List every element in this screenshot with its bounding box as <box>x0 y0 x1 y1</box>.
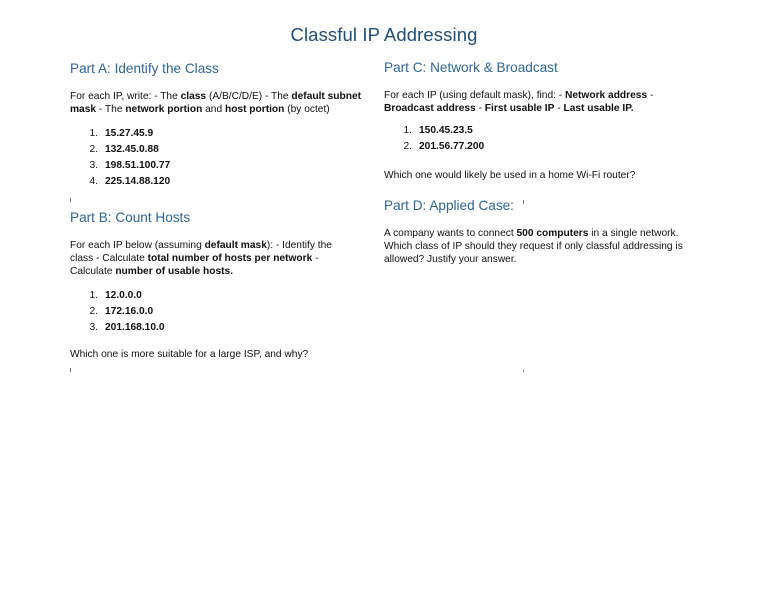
stray-mark <box>523 370 524 372</box>
list-number: 2. <box>89 144 98 155</box>
ip-address: 225.14.88.120 <box>105 176 171 187</box>
list-item <box>70 142 370 158</box>
stray-mark <box>70 368 71 372</box>
part-a-ip-list <box>70 126 370 190</box>
ip-address: 201.168.10.0 <box>105 322 165 333</box>
part-c-ip-list <box>384 123 704 155</box>
list-number: 2. <box>403 141 412 152</box>
right-column <box>384 60 704 266</box>
list-item <box>70 320 370 336</box>
ip-address: 132.45.0.88 <box>105 144 159 155</box>
stray-mark <box>70 198 71 202</box>
part-a-heading: Part A: Identify the Class <box>70 61 219 76</box>
list-number: 3. <box>89 322 98 333</box>
part-b-instructions: For each IP below (assuming default mask): - Identify the class - Calculate total number of hosts per network - Calculate number of usable hosts. <box>70 240 332 277</box>
part-c-heading: Part C: Network & Broadcast <box>384 60 558 75</box>
part-c-question: Which one would likely be used in a home Wi-Fi router? <box>384 170 636 181</box>
part-c-instructions: For each IP (using default mask), find: - Network address - Broadcast address - First usable IP - Last usable IP. <box>384 90 654 114</box>
left-column <box>70 61 370 361</box>
list-item <box>70 288 370 304</box>
list-number: 3. <box>89 160 98 171</box>
list-item <box>384 123 704 139</box>
list-number: 1. <box>89 290 98 301</box>
ip-address: 12.0.0.0 <box>105 290 142 301</box>
list-number: 2. <box>89 306 98 317</box>
list-item <box>70 126 370 142</box>
ip-address: 172.16.0.0 <box>105 306 154 317</box>
ip-address: 201.56.77.200 <box>419 141 485 152</box>
ip-address: 198.51.100.77 <box>105 160 171 171</box>
list-number: 1. <box>403 125 412 136</box>
part-a-instructions: For each IP, write: - The class (A/B/C/D/E) - The default subnet mask - The network portion and host portion (by octet) <box>70 91 362 115</box>
part-d-heading: Part D: Applied Case: <box>384 198 514 213</box>
list-item <box>70 174 370 190</box>
list-number: 1. <box>89 128 98 139</box>
document-title: Classful IP Addressing <box>290 24 478 45</box>
stray-mark <box>523 200 524 204</box>
list-item <box>384 139 704 155</box>
part-b-ip-list <box>70 288 370 336</box>
list-number: 4. <box>89 176 98 187</box>
part-d-scenario: A company wants to connect 500 computers in a single network. Which class of IP should they request if only classful addressing is allowed? Justify your answer. <box>384 228 683 265</box>
ip-address: 150.45.23.5 <box>419 125 473 136</box>
part-b-question: Which one is more suitable for a large ISP, and why? <box>70 349 309 360</box>
list-item <box>70 304 370 320</box>
list-item <box>70 158 370 174</box>
ip-address: 15.27.45.9 <box>105 128 154 139</box>
part-b-heading: Part B: Count Hosts <box>70 210 191 225</box>
